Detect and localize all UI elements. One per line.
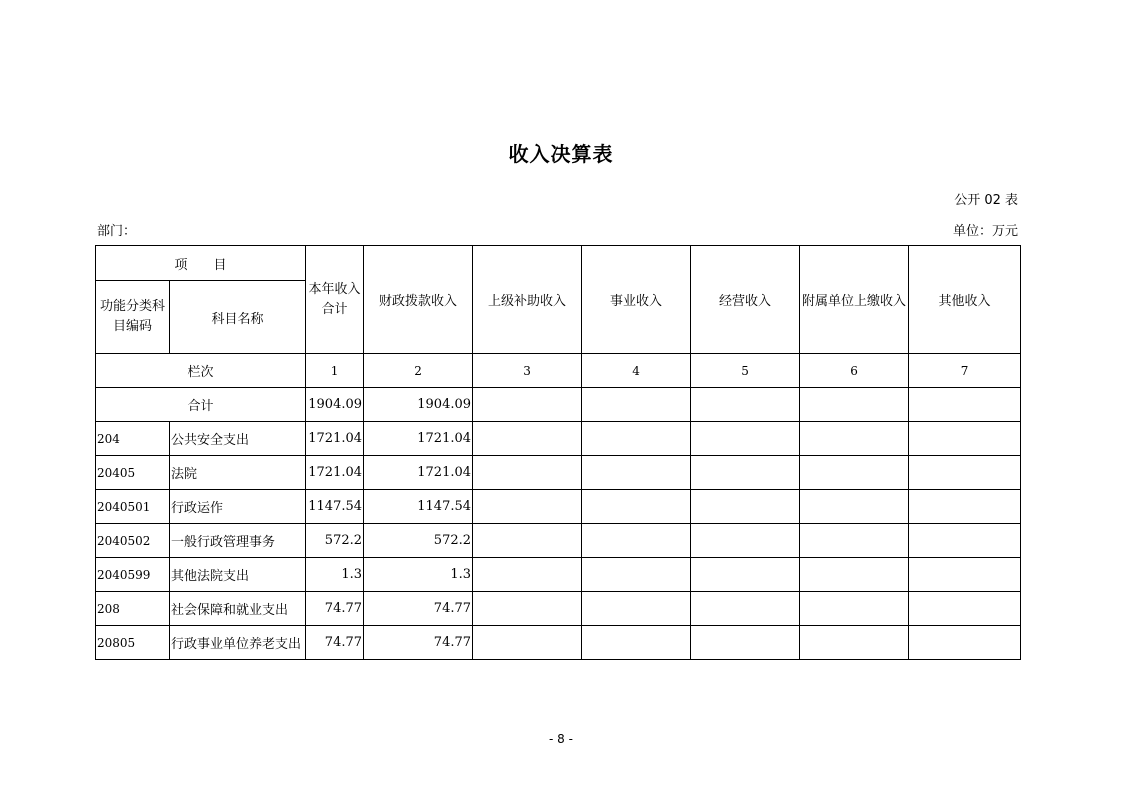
header-col-total: 本年收入合计 <box>306 246 364 354</box>
row-code: 204 <box>96 422 170 456</box>
income-table <box>95 245 1021 660</box>
index-cell: 7 <box>909 354 1021 388</box>
value-cell: 1721.04 <box>364 456 473 490</box>
table-row <box>96 626 1021 660</box>
index-cell: 6 <box>800 354 909 388</box>
row-name: 行政事业单位养老支出 <box>170 626 306 660</box>
value-cell <box>473 626 582 660</box>
row-name: 法院 <box>170 456 306 490</box>
value-cell <box>691 456 800 490</box>
value-cell <box>582 626 691 660</box>
value-cell <box>691 490 800 524</box>
row-code: 20805 <box>96 626 170 660</box>
total-cell: 1904.09 <box>364 388 473 422</box>
value-cell: 1721.04 <box>364 422 473 456</box>
table-row <box>96 422 1021 456</box>
value-cell: 1147.54 <box>364 490 473 524</box>
header-func-code: 功能分类科目编码 <box>96 281 170 354</box>
total-row-label: 合计 <box>96 388 306 422</box>
header-col-affiliate: 附属单位上缴收入 <box>800 246 909 354</box>
value-cell: 1147.54 <box>306 490 364 524</box>
value-cell <box>800 626 909 660</box>
total-row <box>96 388 1021 422</box>
table-row <box>96 490 1021 524</box>
row-name: 社会保障和就业支出 <box>170 592 306 626</box>
total-cell <box>473 388 582 422</box>
department-label: 部门： <box>97 224 137 239</box>
index-cell: 3 <box>473 354 582 388</box>
row-code: 20405 <box>96 456 170 490</box>
index-row-label: 栏次 <box>96 354 306 388</box>
report-title: 收入决算表 <box>508 142 614 166</box>
value-cell <box>800 558 909 592</box>
row-name: 公共安全支出 <box>170 422 306 456</box>
value-cell <box>473 524 582 558</box>
value-cell <box>909 422 1021 456</box>
table-row <box>96 524 1021 558</box>
header-col-operation: 经营收入 <box>691 246 800 354</box>
value-cell <box>909 592 1021 626</box>
value-cell <box>691 592 800 626</box>
value-cell <box>800 490 909 524</box>
value-cell <box>582 490 691 524</box>
value-cell <box>691 626 800 660</box>
value-cell: 1721.04 <box>306 422 364 456</box>
header-col-superior: 上级补助收入 <box>473 246 582 354</box>
value-cell <box>473 558 582 592</box>
index-cell: 2 <box>364 354 473 388</box>
page-number: - 8 - <box>549 732 573 746</box>
value-cell: 572.2 <box>364 524 473 558</box>
total-cell: 1904.09 <box>306 388 364 422</box>
row-name: 行政运作 <box>170 490 306 524</box>
header-item: 项 目 <box>96 246 306 281</box>
value-cell <box>691 524 800 558</box>
value-cell <box>909 456 1021 490</box>
value-cell <box>582 524 691 558</box>
value-cell <box>909 490 1021 524</box>
header-col-other: 其他收入 <box>909 246 1021 354</box>
value-cell <box>691 422 800 456</box>
header-subject-name: 科目名称 <box>170 281 306 354</box>
value-cell <box>800 592 909 626</box>
value-cell <box>800 422 909 456</box>
value-cell: 1.3 <box>364 558 473 592</box>
total-cell <box>582 388 691 422</box>
table-row <box>96 558 1021 592</box>
value-cell <box>909 626 1021 660</box>
value-cell <box>473 422 582 456</box>
value-cell <box>909 524 1021 558</box>
value-cell: 74.77 <box>364 626 473 660</box>
value-cell: 572.2 <box>306 524 364 558</box>
value-cell <box>800 524 909 558</box>
value-cell <box>473 490 582 524</box>
value-cell <box>691 558 800 592</box>
total-cell <box>691 388 800 422</box>
value-cell <box>582 422 691 456</box>
value-cell: 1721.04 <box>306 456 364 490</box>
total-cell <box>909 388 1021 422</box>
row-name: 其他法院支出 <box>170 558 306 592</box>
index-row <box>96 354 1021 388</box>
row-code: 2040502 <box>96 524 170 558</box>
value-cell: 1.3 <box>306 558 364 592</box>
index-cell: 4 <box>582 354 691 388</box>
table-row <box>96 456 1021 490</box>
row-name: 一般行政管理事务 <box>170 524 306 558</box>
header-col-business: 事业收入 <box>582 246 691 354</box>
unit-label: 单位：万元 <box>952 224 1018 239</box>
value-cell: 74.77 <box>306 626 364 660</box>
value-cell <box>473 592 582 626</box>
row-code: 2040599 <box>96 558 170 592</box>
header-col-fiscal: 财政拨款收入 <box>364 246 473 354</box>
value-cell: 74.77 <box>364 592 473 626</box>
table-row <box>96 592 1021 626</box>
value-cell <box>909 558 1021 592</box>
value-cell <box>800 456 909 490</box>
value-cell: 74.77 <box>306 592 364 626</box>
row-code: 208 <box>96 592 170 626</box>
value-cell <box>582 592 691 626</box>
row-code: 2040501 <box>96 490 170 524</box>
value-cell <box>582 558 691 592</box>
total-cell <box>800 388 909 422</box>
value-cell <box>473 456 582 490</box>
value-cell <box>582 456 691 490</box>
index-cell: 5 <box>691 354 800 388</box>
form-number: 公开 02 表 <box>954 193 1018 208</box>
index-cell: 1 <box>306 354 364 388</box>
